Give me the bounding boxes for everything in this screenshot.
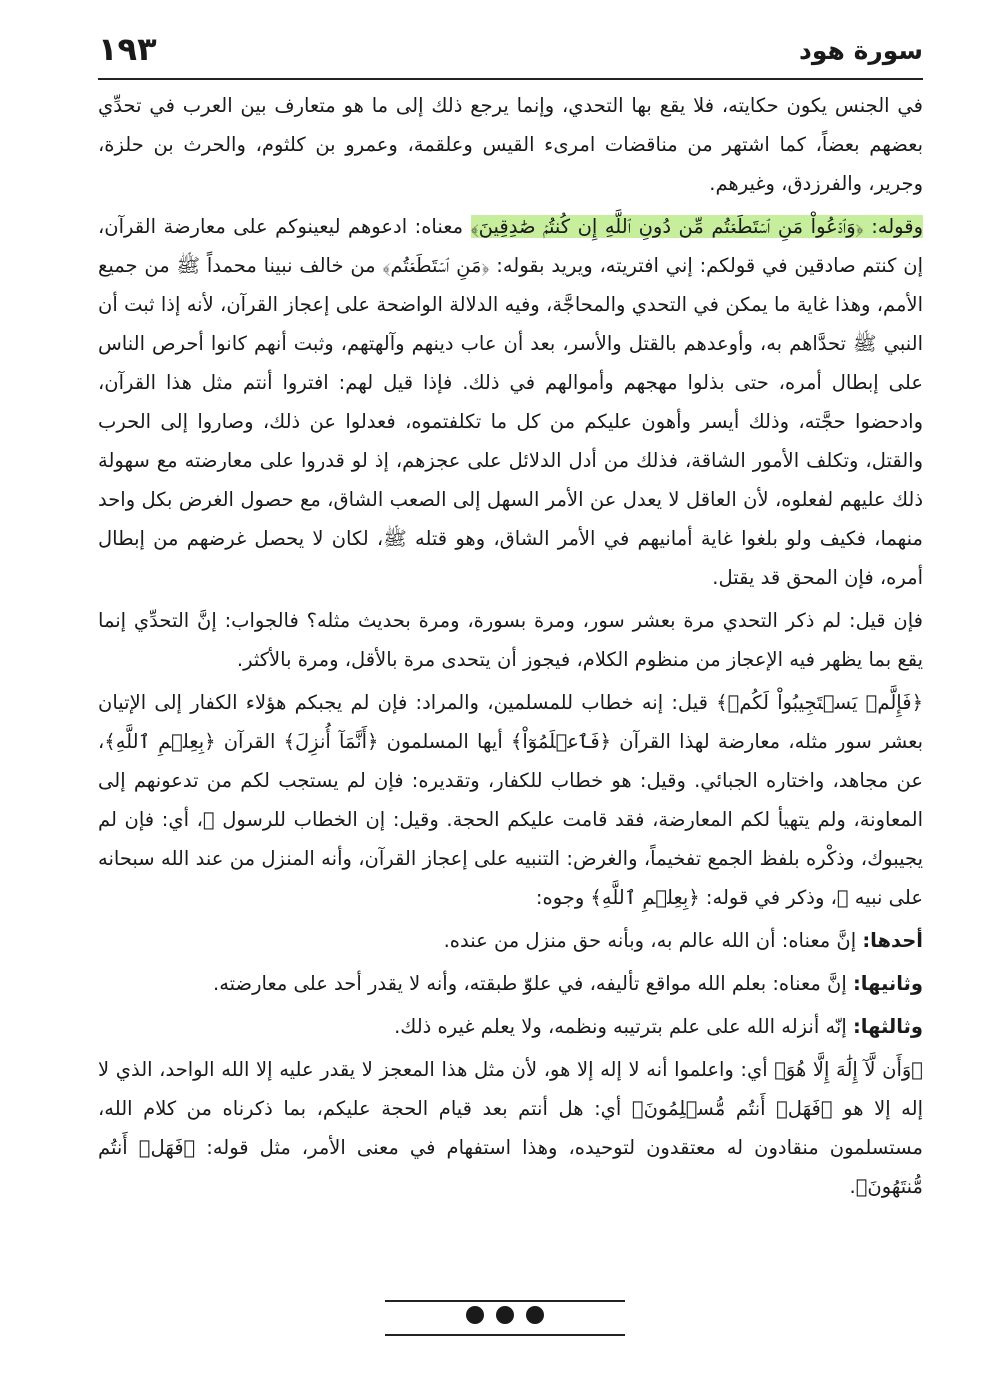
paragraph-4: ﴿فَإِلَّمۡ يَسۡتَجِيبُواْ لَكُمۡ﴾ قيل: إنه خطاب للمسلمين، والمراد: فإن لم يجبكم هؤلاء الكفار إلى الإتيان بعشر سور مثله، معارضة لهذا القرآن ﴿فَٱعۡلَمُوٓاْ﴾ أيها المسلمون ﴿أَنَّمَآ أُنزِلَ﴾ القرآن ﴿بِعِلۡمِ ٱللَّهِ﴾، عن مجاهد، واختاره الجبائي. وقيل: هو خطاب للكفار، وتقديره: فإن لم يستجب لكم من تدعونهم إلى المعاونة، ولم يتهيأ لكم المعارضة، فقد قامت عليكم الحجة. وقيل: إن الخطاب للرسول ﷺ، أي: فإن لم يجيبوك، وذكْره بلفظ الجمع تفخيماً، والغرض: التنبيه على إعجاز القرآن، وأنه المنزل من عند الله سبحانه على نبيه ﷺ، وذكر في قوله: ﴿بِعِلۡمِ ٱللَّهِ﴾ وجوه: [98, 691, 923, 909]
paragraph-2 [98, 207, 923, 597]
surah-title: سورة هود [799, 36, 923, 65]
list-item-2 [98, 964, 923, 1003]
page-header [98, 30, 923, 72]
list-item-label: أحدها: [862, 929, 923, 952]
highlighted-verse: وقوله: ﴿وَٱدۡعُواْ مَنِ ٱسۡتَطَعۡتُم مِّن دُونِ ٱللَّهِ إِن كُنتُمۡ صَٰدِقِينَ﴾ [470, 215, 923, 238]
section-end-ornament [385, 1300, 625, 1340]
list-item-text: إنّه أنزله الله على علم بترتيبه ونظمه، ولا يعلم غيره ذلك. [394, 1015, 853, 1038]
paragraph-5: ﴿وَأَن لَّآ إِلَٰهَ إِلَّا هُوَ﴾ أي: واعلموا أنه لا إله إلا هو، لأن مثل هذا المعجز لا يقدر عليه إلا الله الواحد، الذي لا إله إلا هو ﴿فَهَلۡ أَنتُم مُّسۡلِمُونَ﴾ أي: هل أنتم بعد قيام الحجة عليكم، بما ذكرناه من كلام الله، مستسلمون منقادون له معتقدون لتوحيده، وهذا استفهام في معنى الأمر، مثل قوله: ﴿فَهَلۡ أَنتُم مُّنتَهُونَ﴾. [98, 1058, 923, 1198]
paragraph-2-text: معناه: ادعوهم ليعينوكم على معارضة القرآن، إن كنتم صادقين في قولكم: إني افتريته، ويريد بقوله: ﴿مَنِ ٱسۡتَطَعۡتُم﴾ من خالف نبينا محمداً ﷺ من جميع الأمم، وهذا غاية ما يمكن في التحدي والمحاجَّة، وفيه الدلالة الواضحة على إعجاز القرآن، لأنه إذا ثبت أن النبي ﷺ تحدَّاهم به، وأوعدهم بالقتل والأسر، بعد أن عاب دينهم وآلهتهم، وثبت أنهم كانوا أحرص الناس على إبطال أمره، حتى بذلوا مهجهم وأموالهم في ذلك. فإذا قيل لهم: افتروا أنتم مثل هذا القرآن، وادحضوا حجَّته، وذلك أيسر وأهون عليكم من كل ما تكلفتموه، فعدلوا عن ذلك، وصاروا إلى الحرب والقتل، وتكلف الأمور الشاقة، فذلك من أدل الدلائل على عجزهم، إذ لو قدروا على معارضته مع سهولة ذلك عليهم لفعلوه، لأن العاقل لا يعدل عن الأمر السهل إلى الصعب الشاق، مع حصول الغرض بكل واحد منهما، فكيف ولو بلغوا غاية أمانيهم في الأمر الشاق، وهو قتله ﷺ، لكان لا يحصل غرضهم من إبطال أمره، فإن المحق قد يقتل. [98, 215, 923, 589]
paragraph-3: فإن قيل: لم ذكر التحدي مرة بعشر سور، ومرة بسورة، ومرة بحديث مثله؟ فالجواب: إنَّ التحدِّي إنما يقع بما يظهر فيه الإعجاز من منظوم الكلام، فيجوز أن يتحدى مرة بالأقل، ومرة بالأكثر. [98, 609, 923, 671]
list-item-3 [98, 1007, 923, 1046]
list-item-1 [98, 921, 923, 960]
dot-icon [496, 1306, 514, 1324]
ornament-rule-top [385, 1300, 625, 1302]
list-item-text: إنَّ معناه: أن الله عالم به، وبأنه حق منزل من عنده. [443, 929, 863, 952]
header-divider [98, 78, 923, 80]
list-item-label: وثانيها: [852, 972, 923, 995]
page-body [98, 86, 923, 1206]
ornament-dots [385, 1306, 625, 1324]
ornament-rule-bottom [385, 1334, 625, 1336]
dot-icon [526, 1306, 544, 1324]
dot-icon [466, 1306, 484, 1324]
list-item-label: وثالثها: [852, 1015, 923, 1038]
list-item-text: إنَّ معناه: بعلم الله مواقع تأليفه، في علوّ طبقته، وأنه لا يقدر أحد على معارضته. [213, 972, 853, 995]
paragraph-1: في الجنس يكون حكايته، فلا يقع بها التحدي، وإنما يرجع ذلك إلى ما هو متعارف بين العرب في تحدِّي بعضهم بعضاً، كما اشتهر من مناقضات امرىء القيس وعلقمة، وعمرو بن كلثوم، والحرث بن حلزة، وجرير، والفرزدق، وغيرهم. [98, 94, 923, 195]
page-number: ١٩٣ [98, 30, 157, 68]
